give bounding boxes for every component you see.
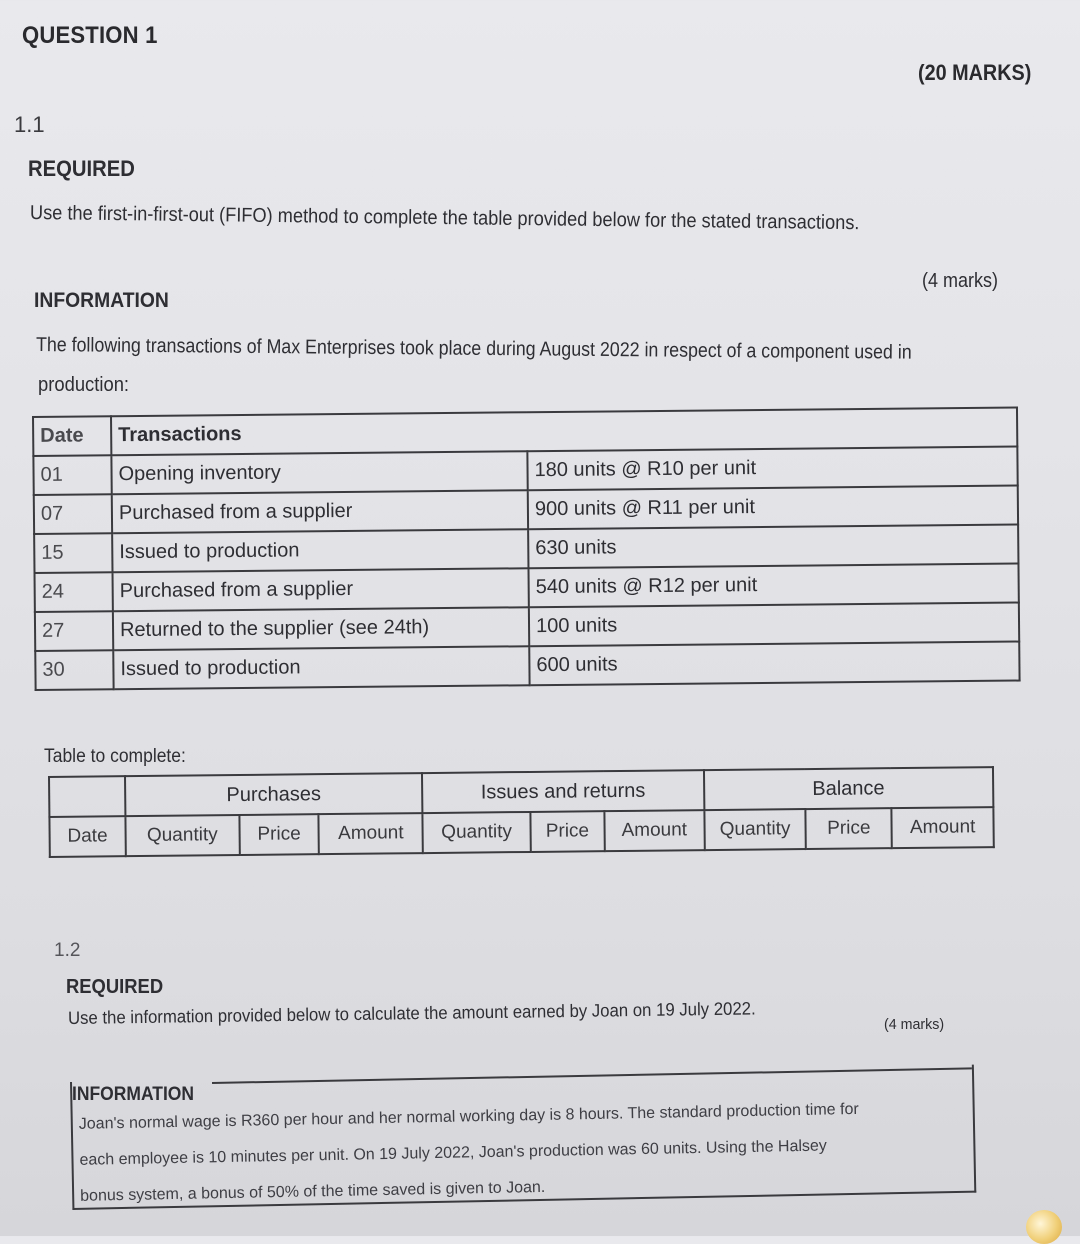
part1-info-line1: The following transactions of Max Enterprises took place during August 2022 in respect of a component used in bbox=[35, 334, 912, 364]
col-issues-price: Price bbox=[530, 811, 604, 852]
row-detail: 540 units @ R12 per unit bbox=[528, 564, 1018, 608]
part1-number: 1.1 bbox=[14, 112, 45, 137]
row-detail: 600 units bbox=[529, 642, 1019, 686]
part1-marks: (4 marks) bbox=[922, 270, 999, 292]
question-title: QUESTION 1 bbox=[22, 22, 158, 49]
part1-info-heading: INFORMATION bbox=[34, 289, 169, 312]
part2-required-heading: REQUIRED bbox=[66, 976, 164, 998]
group-issues-returns: Issues and returns bbox=[422, 770, 704, 813]
row-date: 01 bbox=[33, 455, 111, 495]
col-issues-quantity: Quantity bbox=[423, 812, 531, 853]
group-balance: Balance bbox=[704, 767, 994, 810]
row-date: 27 bbox=[35, 611, 113, 651]
transactions-table bbox=[32, 407, 1021, 691]
part2-info-line3: bonus system, a bonus of 50% of the time saved is given to Joan. bbox=[80, 1178, 546, 1205]
col-purchases-price: Price bbox=[239, 814, 319, 855]
group-purchases: Purchases bbox=[125, 773, 423, 816]
col-purchases-quantity: Quantity bbox=[125, 815, 239, 856]
part2-info-line2: each employee is 10 minutes per unit. On 19 July 2022, Joan's production was 60 units. Using the Halsey bbox=[79, 1137, 828, 1169]
row-date: 07 bbox=[34, 494, 112, 534]
row-date: 30 bbox=[35, 650, 113, 690]
part1-instruction: Use the first-in-first-out (FIFO) method to complete the table provided below for the stated transactions. bbox=[29, 202, 860, 235]
row-detail: 180 units @ R10 per unit bbox=[527, 447, 1017, 491]
group-blank bbox=[49, 776, 125, 817]
row-transaction: Issued to production bbox=[112, 529, 528, 572]
col-balance-quantity: Quantity bbox=[704, 809, 806, 850]
row-detail: 100 units bbox=[529, 603, 1019, 647]
part1-required-heading: REQUIRED bbox=[28, 156, 135, 181]
part2-marks: (4 marks) bbox=[884, 1016, 945, 1033]
col-date: Date bbox=[49, 816, 125, 857]
row-date: 15 bbox=[34, 533, 112, 573]
header-date: Date bbox=[33, 416, 111, 456]
table-row bbox=[35, 642, 1019, 690]
question-total-marks: (20 MARKS) bbox=[918, 60, 1032, 85]
part2-info-heading: INFORMATION bbox=[72, 1084, 195, 1105]
taskbar-app-icon[interactable] bbox=[1026, 1210, 1062, 1244]
header-transactions: Transactions bbox=[111, 408, 1017, 456]
col-issues-amount: Amount bbox=[604, 810, 704, 851]
col-purchases-amount: Amount bbox=[319, 813, 423, 854]
row-detail: 900 units @ R11 per unit bbox=[528, 486, 1018, 530]
part2-number: 1.2 bbox=[54, 940, 81, 961]
row-transaction: Purchased from a supplier bbox=[112, 490, 528, 533]
table-to-complete-label: Table to complete: bbox=[44, 746, 186, 767]
row-transaction: Issued to production bbox=[113, 646, 529, 689]
part2-instruction: Use the information provided below to calculate the amount earned by Joan on 19 July 2022. bbox=[67, 998, 756, 1028]
part2-info-box bbox=[70, 1065, 976, 1210]
row-transaction: Returned to the supplier (see 24th) bbox=[113, 607, 529, 650]
row-transaction: Opening inventory bbox=[111, 451, 527, 494]
row-detail: 630 units bbox=[528, 525, 1018, 569]
table-to-complete bbox=[48, 766, 995, 858]
column-header-row bbox=[49, 807, 993, 857]
row-transaction: Purchased from a supplier bbox=[113, 568, 529, 611]
row-date: 24 bbox=[35, 572, 113, 612]
part1-info-line2: production: bbox=[38, 374, 130, 396]
col-balance-amount: Amount bbox=[892, 807, 994, 848]
part2-info-line1: Joan's normal wage is R360 per hour and her normal working day is 8 hours. The standard production time for bbox=[78, 1100, 859, 1133]
col-balance-price: Price bbox=[806, 808, 892, 849]
